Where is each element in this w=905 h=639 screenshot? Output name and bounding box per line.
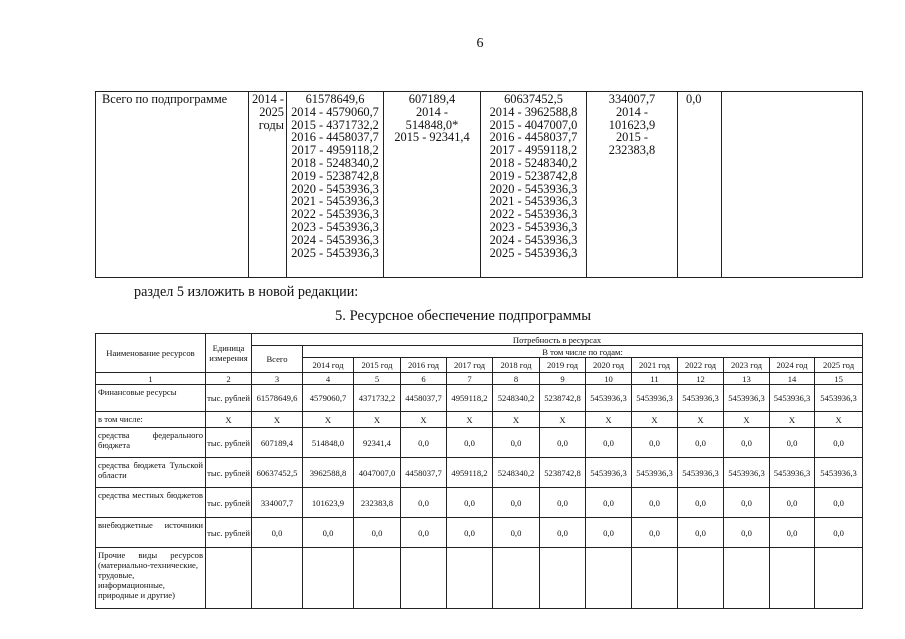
cell-line: 2017 - 4959118,2 (489, 143, 578, 158)
column-number: 10 (586, 373, 632, 385)
column-number: 8 (493, 373, 540, 385)
header-year: 2016 год (401, 358, 447, 373)
resource-year-value: 0,0 (724, 428, 770, 458)
cell-line: 2016 - 4458037,7 (489, 130, 578, 145)
local-funding-cell (587, 92, 678, 278)
resource-year-value: Х (815, 412, 863, 428)
resource-year-value: 4458037,7 (401, 458, 447, 488)
resource-unit: тыс. рублей (206, 518, 252, 548)
header-year: 2020 год (586, 358, 632, 373)
resource-year-value: 0,0 (447, 428, 493, 458)
header-unit: Единица измерения (206, 334, 252, 373)
resource-year-value: Х (724, 412, 770, 428)
total-funding-cell (287, 92, 384, 278)
subprogram-total-label: Всего по подпрограмме (96, 92, 249, 278)
header-resource-name: Наименование ресурсов (96, 334, 206, 373)
resource-year-value: 5453936,3 (678, 385, 724, 412)
resource-year-value: 0,0 (632, 518, 678, 548)
resource-year-value (303, 548, 354, 609)
header-year: 2015 год (354, 358, 401, 373)
cell-line: 607189,4 (408, 92, 456, 106)
cell-line: 2022 - 5453936,3 (489, 207, 578, 222)
resource-year-value: 4047007,0 (354, 458, 401, 488)
resource-year-value: Х (401, 412, 447, 428)
resource-year-value: 0,0 (540, 428, 586, 458)
empty-cell (722, 92, 863, 278)
resource-name: Финансовые ресурсы (96, 385, 206, 412)
cell-line: 334007,7 (608, 92, 656, 106)
column-number: 9 (540, 373, 586, 385)
table-row (96, 488, 863, 518)
header-need: Потребность в ресурсах (252, 334, 863, 346)
resource-year-value: 5453936,3 (770, 458, 815, 488)
resource-year-value: 5453936,3 (815, 458, 863, 488)
cell-line: 2014 - (615, 104, 648, 119)
resource-year-value: 5453936,3 (724, 385, 770, 412)
table-row (96, 412, 863, 428)
resource-year-value: Х (540, 412, 586, 428)
resource-year-value: 5248340,2 (493, 458, 540, 488)
resource-year-value: 0,0 (770, 428, 815, 458)
cell-line: 232383,8 (608, 143, 656, 158)
resource-year-value: 101623,9 (303, 488, 354, 518)
resource-year-value: 0,0 (447, 488, 493, 518)
resource-year-value: 5238742,8 (540, 458, 586, 488)
cell-line: 2014 - 4579060,7 (291, 104, 379, 119)
resource-year-value: Х (303, 412, 354, 428)
cell-line: 2023 - 5453936,3 (489, 219, 578, 234)
subprogram-total-table (95, 91, 863, 278)
cell-line: 60637452,5 (504, 92, 563, 106)
column-number: 14 (770, 373, 815, 385)
resource-name: средства бюджета Тульской области (96, 458, 206, 488)
header-row-1 (96, 334, 863, 346)
cell-line: 2017 - 4959118,2 (291, 143, 379, 158)
column-number: 4 (303, 373, 354, 385)
federal-funding-cell (384, 92, 481, 278)
resource-year-value: 5453936,3 (632, 385, 678, 412)
resource-year-value: Х (586, 412, 632, 428)
regional-funding-cell (481, 92, 587, 278)
header-year: 2018 год (493, 358, 540, 373)
cell-line: 2014 - 3962588,8 (489, 104, 578, 119)
resource-year-value: 5453936,3 (586, 385, 632, 412)
resource-year-value: 0,0 (586, 428, 632, 458)
column-number: 2 (206, 373, 252, 385)
column-number: 11 (632, 373, 678, 385)
header-year: 2021 год (632, 358, 678, 373)
cell-line: 61578649,6 (305, 92, 365, 106)
column-number: 7 (447, 373, 493, 385)
resource-year-value: 0,0 (447, 518, 493, 548)
resource-year-value (447, 548, 493, 609)
resource-year-value: 0,0 (678, 518, 724, 548)
resource-year-value: 232383,8 (354, 488, 401, 518)
cell-line: 101623,9 (608, 117, 656, 132)
cell-line: 2015 - 4371732,2 (291, 117, 379, 132)
resource-name: средства федерального бюджета (96, 428, 206, 458)
resource-unit: тыс. рублей (206, 385, 252, 412)
resource-total: 607189,4 (252, 428, 303, 458)
resource-unit: тыс. рублей (206, 488, 252, 518)
cell-line: 2020 - 5453936,3 (489, 181, 578, 196)
cell-line: 2025 (259, 104, 284, 119)
resource-year-value: 0,0 (678, 488, 724, 518)
resource-year-value: 4959118,2 (447, 385, 493, 412)
subprogram-total-row (96, 92, 863, 278)
column-number: 12 (678, 373, 724, 385)
header-by-years: В том числе по годам: (303, 346, 863, 358)
resource-year-value: 0,0 (401, 428, 447, 458)
header-year: 2023 год (724, 358, 770, 373)
resource-year-value (401, 548, 447, 609)
header-total: Всего (252, 346, 303, 373)
resource-year-value: 514848,0 (303, 428, 354, 458)
resource-year-value (678, 548, 724, 609)
table-row (96, 548, 863, 609)
cell-line: 2015 - 92341,4 (394, 130, 470, 145)
header-year: 2024 год (770, 358, 815, 373)
resource-year-value: 0,0 (632, 488, 678, 518)
cell-line: 2015 - (615, 130, 648, 145)
resource-year-value: 92341,4 (354, 428, 401, 458)
cell-line: 2022 - 5453936,3 (291, 207, 379, 222)
cell-line: 2014 - (251, 92, 284, 106)
resource-year-value: 0,0 (354, 518, 401, 548)
resource-year-value: 4959118,2 (447, 458, 493, 488)
resource-unit (206, 548, 252, 609)
resource-year-value: Х (678, 412, 724, 428)
resource-table (95, 333, 863, 609)
resource-name: внебюджетные источники (96, 518, 206, 548)
resource-total: 0,0 (252, 518, 303, 548)
cell-line: 2016 - 4458037,7 (291, 130, 379, 145)
resource-year-value (724, 548, 770, 609)
cell-line: 2023 - 5453936,3 (291, 219, 379, 234)
resource-unit: Х (206, 412, 252, 428)
resource-year-value: Х (493, 412, 540, 428)
resource-name: средства местных бюджетов (96, 488, 206, 518)
resource-year-value: 0,0 (493, 488, 540, 518)
section-title: 5. Ресурсное обеспечение подпрограммы (335, 308, 592, 324)
header-year: 2022 год (678, 358, 724, 373)
cell-line: 2018 - 5248340,2 (291, 155, 379, 170)
cell-line: 2021 - 5453936,3 (291, 194, 379, 209)
cell-line: 2014 - (415, 104, 448, 119)
cell-line: 2015 - 4047007,0 (489, 117, 578, 132)
resource-year-value: 5453936,3 (678, 458, 724, 488)
table-row (96, 385, 863, 412)
resource-year-value (354, 548, 401, 609)
resource-year-value: 4579060,7 (303, 385, 354, 412)
resource-year-value: 0,0 (770, 488, 815, 518)
resource-year-value: 5453936,3 (770, 385, 815, 412)
resource-year-value (632, 548, 678, 609)
resource-name: Прочие виды ресурсов (материально-технические, трудовые, информационные, природные и другие) (96, 548, 206, 609)
table-row (96, 428, 863, 458)
resource-year-value: Х (770, 412, 815, 428)
resource-year-value (493, 548, 540, 609)
resource-year-value: 5453936,3 (632, 458, 678, 488)
column-number: 1 (96, 373, 206, 385)
resource-year-value (540, 548, 586, 609)
resource-year-value: 3962588,8 (303, 458, 354, 488)
resource-year-value: 0,0 (401, 518, 447, 548)
resource-year-value: 5238742,8 (540, 385, 586, 412)
resource-year-value: 0,0 (724, 518, 770, 548)
resource-year-value: 0,0 (493, 518, 540, 548)
cell-line: 2020 - 5453936,3 (291, 181, 379, 196)
resource-year-value: 5453936,3 (586, 458, 632, 488)
resource-year-value: 0,0 (401, 488, 447, 518)
resource-year-value (815, 548, 863, 609)
cell-line: 2019 - 5238742,8 (291, 168, 379, 183)
resource-unit: тыс. рублей (206, 458, 252, 488)
resource-year-value: Х (354, 412, 401, 428)
column-number: 15 (815, 373, 863, 385)
resource-year-value: 0,0 (724, 488, 770, 518)
resource-year-value: 5453936,3 (815, 385, 863, 412)
resource-year-value: 4458037,7 (401, 385, 447, 412)
resource-year-value: 0,0 (303, 518, 354, 548)
table-row (96, 518, 863, 548)
page-number: 6 (476, 36, 484, 51)
cell-line: 2021 - 5453936,3 (489, 194, 578, 209)
resource-total: 61578649,6 (252, 385, 303, 412)
cell-line: 2024 - 5453936,3 (291, 232, 379, 247)
resource-year-value: 0,0 (770, 518, 815, 548)
resource-year-value: Х (447, 412, 493, 428)
table-row (96, 458, 863, 488)
cell-line: 2024 - 5453936,3 (489, 232, 578, 247)
column-numbers-row (96, 373, 863, 385)
resource-year-value: Х (632, 412, 678, 428)
resource-total: 334007,7 (252, 488, 303, 518)
resource-year-value: 0,0 (815, 428, 863, 458)
cell-line: 2025 - 5453936,3 (489, 245, 578, 260)
column-number: 6 (401, 373, 447, 385)
amendment-note: раздел 5 изложить в новой редакции: (134, 284, 359, 300)
header-year: 2025 год (815, 358, 863, 373)
resource-year-value: 0,0 (586, 518, 632, 548)
resource-year-value (770, 548, 815, 609)
cell-line: 2018 - 5248340,2 (489, 155, 578, 170)
years-range-cell (249, 92, 287, 278)
resource-total: 60637452,5 (252, 458, 303, 488)
resource-year-value: 5248340,2 (493, 385, 540, 412)
resource-year-value: 5453936,3 (724, 458, 770, 488)
cell-line: 514848,0* (405, 117, 459, 132)
resource-year-value: 0,0 (815, 518, 863, 548)
resource-year-value (586, 548, 632, 609)
header-year: 2019 год (540, 358, 586, 373)
resource-year-value: 0,0 (632, 428, 678, 458)
column-number: 13 (724, 373, 770, 385)
resource-year-value: 0,0 (815, 488, 863, 518)
resource-year-value: 0,0 (540, 518, 586, 548)
resource-year-value: 4371732,2 (354, 385, 401, 412)
resource-name: в том числе: (96, 412, 206, 428)
cell-line: годы (258, 117, 284, 132)
header-year: 2017 год (447, 358, 493, 373)
column-number: 5 (354, 373, 401, 385)
resource-year-value: 0,0 (540, 488, 586, 518)
column-number: 3 (252, 373, 303, 385)
resource-year-value: 0,0 (493, 428, 540, 458)
cell-line: 2019 - 5238742,8 (489, 168, 578, 183)
header-year: 2014 год (303, 358, 354, 373)
other-funding-cell: 0,0 (678, 92, 722, 278)
resource-total: Х (252, 412, 303, 428)
resource-unit: тыс. рублей (206, 428, 252, 458)
resource-year-value: 0,0 (678, 428, 724, 458)
resource-total (252, 548, 303, 609)
cell-line: 2025 - 5453936,3 (291, 245, 379, 260)
resource-year-value: 0,0 (586, 488, 632, 518)
